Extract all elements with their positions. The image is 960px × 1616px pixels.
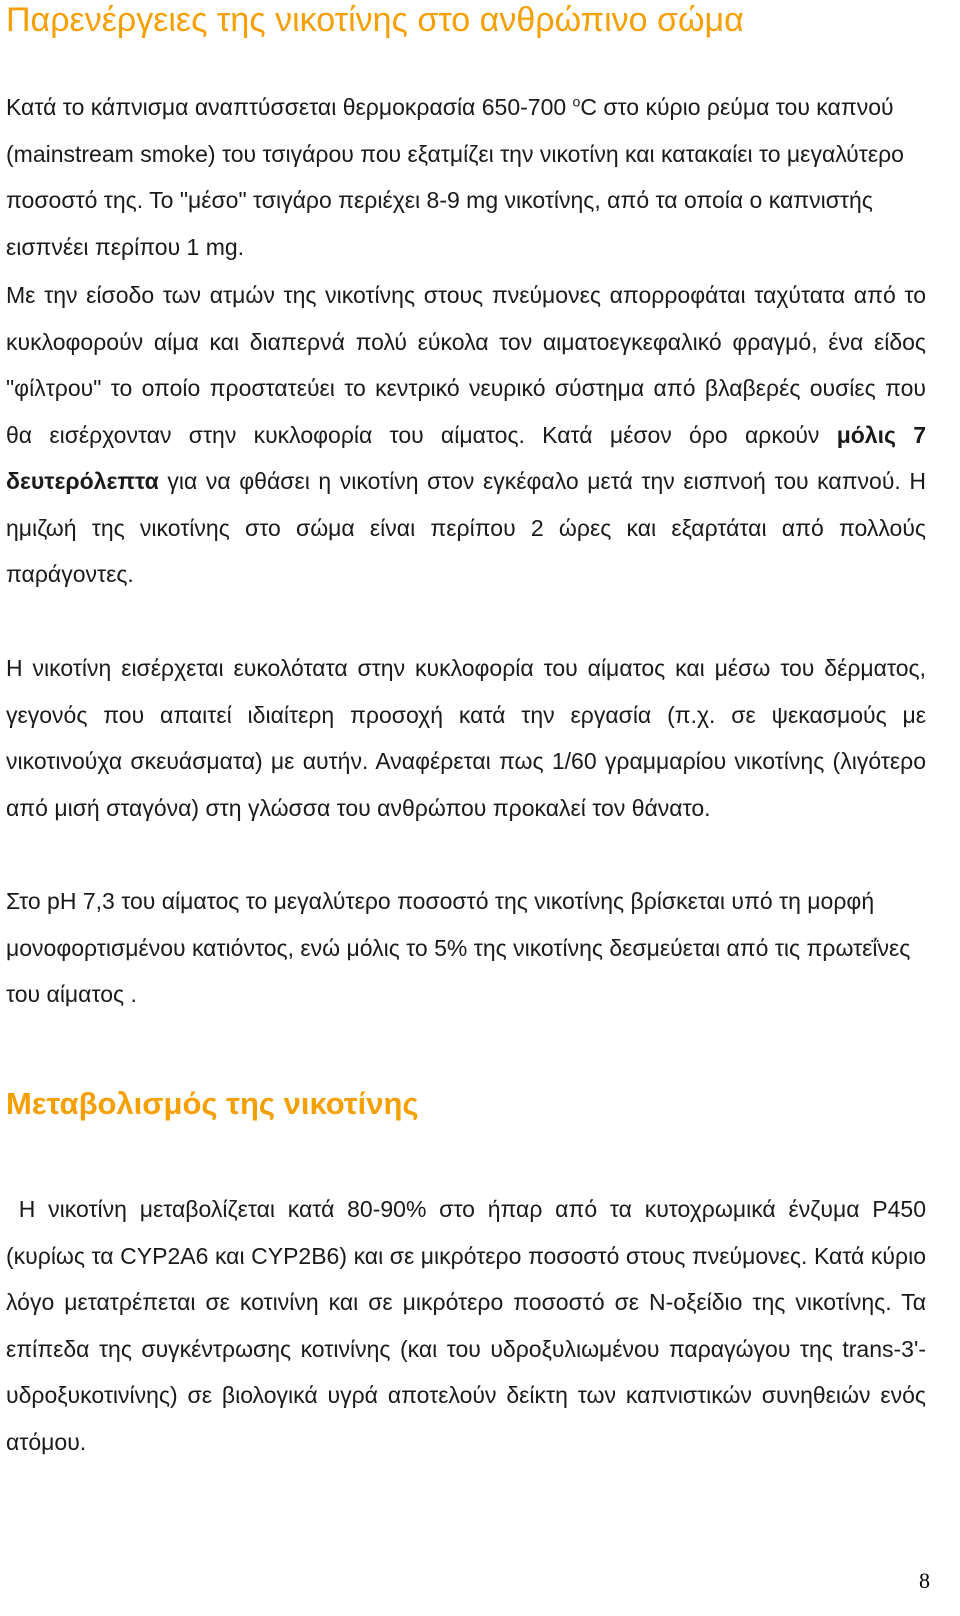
paragraph-text: C στο κύριο ρεύμα του καπνού (mainstream smoke) του τσιγάρου που εξατμίζει την νικοτίνη και κατακαίει το μεγαλύτερο ποσοστό της. Το "μέσο" τσιγάρο περιέχει 8-9 mg νικοτίνης, από τα οποία ο καπνιστής εισπνέει περίπου 1 mg. bbox=[6, 94, 904, 260]
section-heading-metabolism: Μεταβολισμός της νικοτίνης bbox=[6, 1086, 419, 1121]
section-heading-side-effects: Παρενέργειες της νικοτίνης στο ανθρώπινο σώμα bbox=[6, 1, 744, 39]
paragraph-ph: Στο pH 7,3 του αίματος το μεγαλύτερο ποσοστό της νικοτίνης βρίσκεται υπό τη μορφή μονοφορτισμένου κατιόντος, ενώ μόλις το 5% της νικοτίνης δεσμεύεται από τις πρωτεΐνες του αίματος . bbox=[6, 888, 911, 1007]
paragraph-absorption bbox=[6, 272, 926, 598]
degree-superscript: ο bbox=[572, 93, 581, 110]
page-number: 8 bbox=[919, 1568, 930, 1593]
paragraph-skin-absorption: Η νικοτίνη εισέρχεται ευκολότατα στην κυκλοφορία του αίματος και μέσω του δέρματος, γεγονός που απαιτεί ιδιαίτερη προσοχή κατά την εργασία (π.χ. σε ψεκασμούς με νικοτινούχα σκευάσματα) με αυτήν. Αναφέρεται πως 1/60 γραμμαρίου νικοτίνης (λιγότερο από μισή σταγόνα) στη γλώσσα του ανθρώπου προκαλεί τον θάνατο. bbox=[6, 655, 926, 821]
bold-emphasis: μόλις 7 δευτερόλεπτα bbox=[6, 421, 926, 494]
paragraph-text: Με την είσοδο των ατμών της νικοτίνης στους πνεύμονες απορροφάται ταχύτατα από το κυκλοφορούν αίμα και διαπερνά πολύ εύκολα τον αιματοεγκεφαλικό φραγμό, ένα είδος "φίλτρου" το οποίο προστατεύει το κεντρικό νευρικό σύστημα από βλαβερές ουσίες που θα εισέρχονταν στην κυκλοφορία του αίματος. Κατά μέσον όρο αρκούν bbox=[6, 282, 926, 448]
paragraph-smoking-temperature bbox=[6, 84, 926, 270]
paragraph-text: Κατά το κάπνισμα αναπτύσσεται θερμοκρασία 650-700 bbox=[6, 94, 573, 120]
paragraph-text: για να φθάσει η νικοτίνη στον εγκέφαλο μετά την εισπνοή του καπνού. Η ημιζωή της νικοτίνης στο σώμα είναι περίπου 2 ώρες και εξαρτάται από πολλούς παράγοντες. bbox=[6, 468, 926, 587]
paragraph-metabolism: Η νικοτίνη μεταβολίζεται κατά 80-90% στο ήπαρ από τα κυτοχρωμικά ένζυμα P450 (κυρίως τα CYP2A6 και CYP2B6) και σε μικρότερο ποσοστό στους πνεύμονες. Κατά κύριο λόγο μετατρέπεται σε κοτινίνη και σε μικρότερο ποσοστό σε N-οξείδιο της νικοτίνης. Τα επίπεδα της συγκέντρωσης κοτινίνης (και του υδροξυλιωμένου παραγώγου της trans-3'-υδροξυκοτινίνης) σε βιολογικά υγρά αποτελούν δείκτη των καπνιστικών συνηθειών ενός ατόμου. bbox=[6, 1196, 933, 1455]
